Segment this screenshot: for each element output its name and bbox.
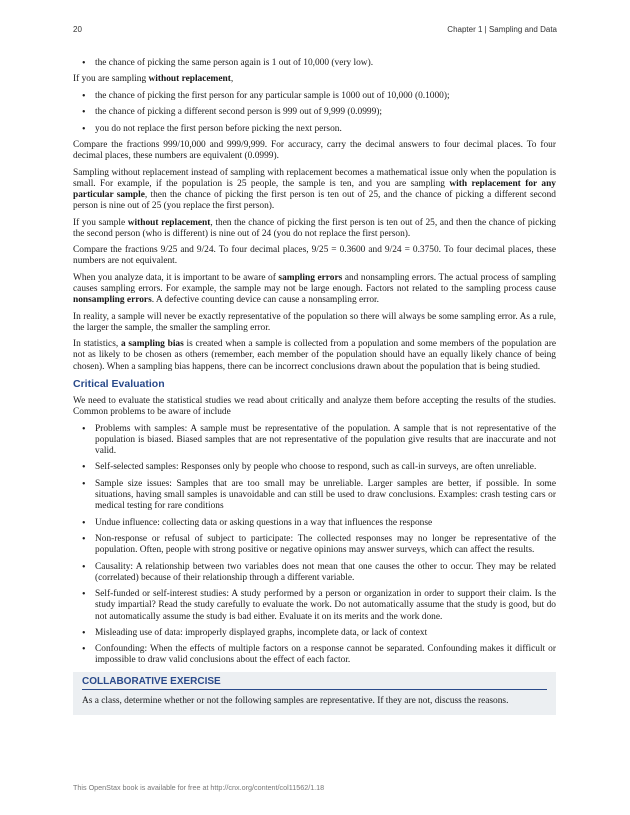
list-item: • the chance of picking a different second person is 999 out of 9,999 (0.0999); (95, 107, 556, 118)
page-number: 20 (73, 25, 82, 34)
list-item: • the chance of picking the same person again is 1 out of 10,000 (very low). (95, 58, 556, 69)
paragraph-small-population: Sampling without replacement instead of sampling with replacement becomes a mathematical issue only when the population is small. For example, if the population is 25 people, the sample is ten, and you are sampling with replacement for any particular sample, then the chance of picking the first person is ten out of 25, and the chance of picking a different second person is nine out of 25 (you replace the first person). (73, 167, 556, 212)
list-item: • Misleading use of data: improperly displayed graphs, incomplete data, or lack of context (95, 628, 556, 639)
collaborative-exercise-title: COLLABORATIVE EXERCISE (82, 674, 547, 690)
critical-evaluation-list (73, 424, 556, 667)
paragraph-sampling-errors: When you analyze data, it is important to be aware of sampling errors and nonsampling errors. The actual process of sampling causes sampling errors. For example, the sample may not be large enough. Factors not related to the sampling process cause nonsampling errors. A defective counting device can cause a nonsampling error. (73, 272, 556, 306)
list-item: • Non-response or refusal of subject to participate: The collected responses may no longer be representative of the population. Often, people with strong positive or negative opinions may answer surveys, which can affect the results. (95, 534, 556, 556)
collaborative-exercise-box (73, 672, 556, 715)
list-item: • the chance of picking the first person for any particular sample is 1000 out of 10,000 (0.1000); (95, 91, 556, 102)
paragraph-critical-intro: We need to evaluate the statistical studies we read about critically and analyze them before accepting the results of the studies. Common problems to be aware of include (73, 395, 556, 418)
list-item: • you do not replace the first person before picking the next person. (95, 124, 556, 135)
list-item: • Self-selected samples: Responses only by people who choose to respond, such as call-in surveys, are often unreliable. (95, 462, 556, 473)
list-item: • Causality: A relationship between two variables does not mean that one causes the other to occur. They may be related (correlated) because of their relationship through a different variable. (95, 562, 556, 584)
list-item: • Self-funded or self-interest studies: A study performed by a person or organization in order to support their claim. Is the study impartial? Read the study carefully to evaluate the work. Do not automatically assume that the study is good, but do not automatically assume the study is bad either. Evaluate it on its merits and the work done. (95, 589, 556, 623)
list-item: • Undue influence: collecting data or asking questions in a way that influences the response (95, 518, 556, 529)
paragraph-compare-fractions: Compare the fractions 999/10,000 and 999/9,999. For accuracy, carry the decimal answers to four decimal places. To four decimal places, these numbers are equivalent (0.0999). (73, 139, 556, 162)
list-item: • Sample size issues: Samples that are too small may be unreliable. Larger samples are better, if possible. In some situations, having small samples is unavoidable and can still be used to draw conclusions. Examples: crash testing cars or medical testing for rare conditions (95, 479, 556, 513)
list-item: • Confounding: When the effects of multiple factors on a response cannot be separated. Confounding makes it difficult or impossible to draw valid conclusions about the effect of each factor. (95, 644, 556, 666)
page-footer: This OpenStax book is available for free at http://cnx.org/content/col11562/1.18 (73, 783, 325, 792)
collaborative-exercise-text: As a class, determine whether or not the following samples are representative. If they are not, discuss the reasons. (82, 696, 509, 707)
paragraph-without-replacement: If you sample without replacement, then the chance of picking the first person is ten out of 25, and then the chance of picking the second person (who is different) is nine out of 24 (you do not replace the first person). (73, 217, 556, 239)
without-replacement-lead: If you are sampling without replacement, (73, 74, 234, 85)
without-replacement-list (73, 91, 556, 135)
chapter-title: Chapter 1 | Sampling and Data (447, 25, 557, 34)
paragraph-compare-fractions-2: Compare the fractions 9/25 and 9/24. To four decimal places, 9/25 = 0.3600 and 9/24 = 0.3750. To four decimal places, these numbers are not equivalent. (73, 245, 556, 267)
list-item: • Problems with samples: A sample must be representative of the population. A sample that is not representative of the population is biased. Biased samples that are not representative of the population give results that are inaccurate and not valid. (95, 424, 556, 458)
page-content (73, 58, 556, 715)
paragraph-reality: In reality, a sample will never be exactly representative of the population so there will always be some sampling error. As a rule, the larger the sample, the smaller the sampling error. (73, 311, 556, 333)
intro-bullet-list (73, 58, 556, 69)
section-heading-critical-evaluation: Critical Evaluation (73, 377, 165, 390)
paragraph-sampling-bias: In statistics, a sampling bias is created when a sample is collected from a population and some members of the population are not as likely to be chosen as others (remember, each member of the population should have an equally likely chance of being chosen). When a sampling bias happens, there can be incorrect conclusions drawn about the population that is being studied. (73, 339, 556, 372)
